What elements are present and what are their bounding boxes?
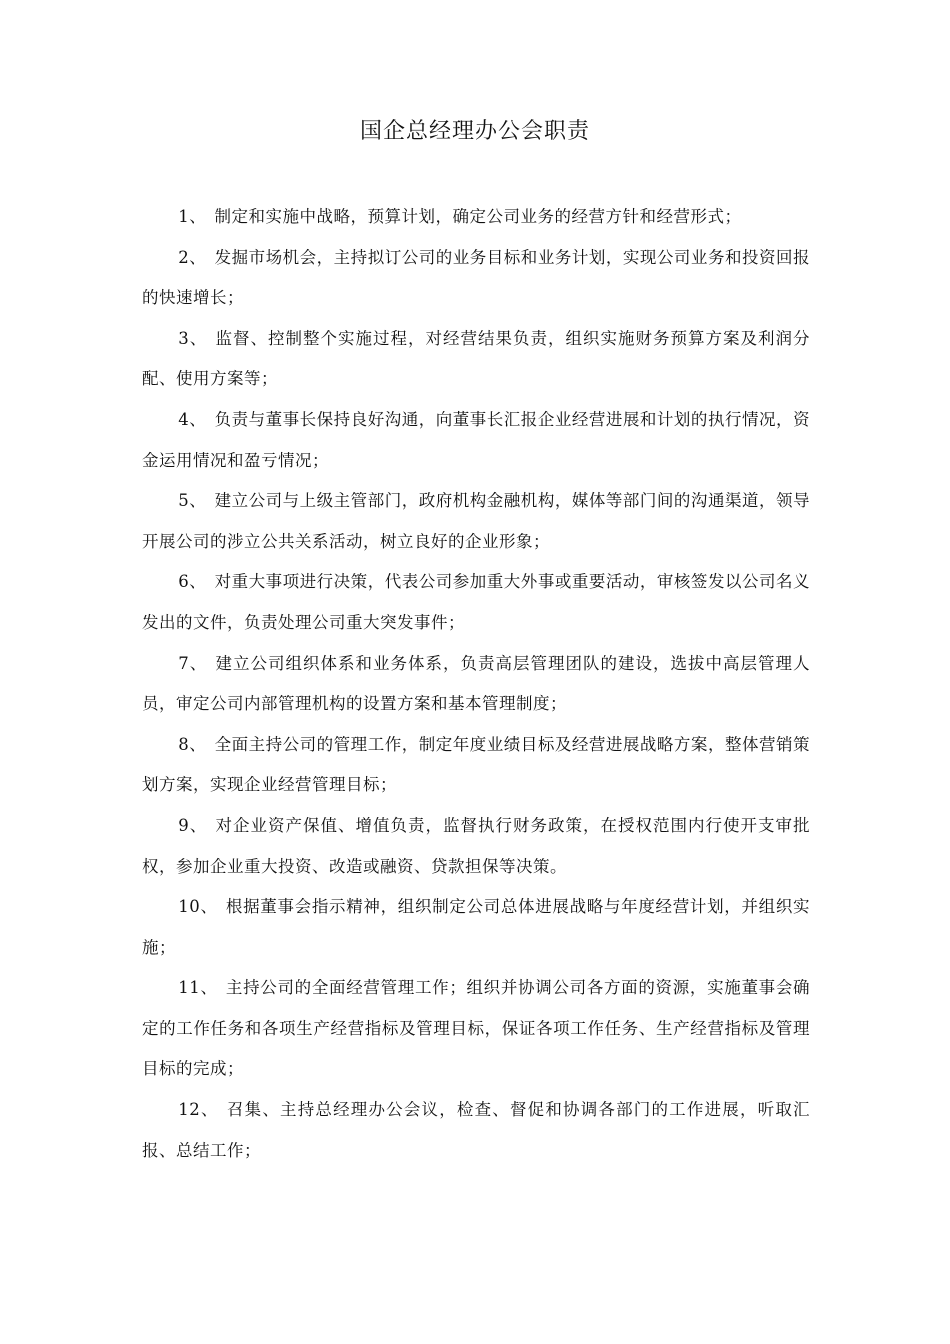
list-item [142,968,810,1090]
item-number: 11、 [178,978,218,998]
item-text: 发掘市场机会，主持拟订公司的业务目标和业务计划，实现公司业务和投资回报的快速增长； [142,247,811,308]
item-number: 6、 [178,572,207,592]
item-number: 9、 [178,815,208,835]
responsibility-list [142,197,810,1171]
item-number: 5、 [178,491,207,511]
item-number: 1、 [178,207,207,226]
item-text: 召集、主持总经理办公会议，检查、督促和协调各部门的工作进展，听取汇报、总结工作； [142,1100,811,1160]
item-number: 2、 [178,247,207,267]
list-item [142,644,810,725]
list-item [142,197,810,238]
item-text: 对企业资产保值、增值负责，监督执行财务政策，在授权范围内行使开支审批权，参加企业重大投资、改造或融资、贷款担保等决策。 [142,815,811,876]
list-item [142,887,810,968]
item-text: 全面主持公司的管理工作，制定年度业绩目标及经营进展战略方案，整体营销策划方案，实现企业经营管理目标； [142,734,811,795]
item-text: 建立公司与上级主管部门，政府机构金融机构，媒体等部门间的沟通渠道，领导开展公司的涉立公共关系活动，树立良好的企业形象； [142,491,811,551]
list-item [142,481,810,562]
list-item [142,400,810,481]
item-text: 制定和实施中战略，预算计划，确定公司业务的经营方针和经营形式； [214,207,742,226]
list-item [142,725,810,806]
item-number: 7、 [178,653,208,673]
item-text: 负责与董事长保持良好沟通，向董事长汇报企业经营进展和计划的执行情况，资金运用情况和盈亏情况； [142,409,811,470]
item-number: 3、 [178,328,208,348]
list-item [142,806,810,887]
list-item [142,1090,810,1171]
item-number: 8、 [178,734,207,754]
item-text: 建立公司组织体系和业务体系，负责高层管理团队的建设，选拔中高层管理人员，审定公司内部管理机构的设置方案和基本管理制度； [142,653,811,714]
item-text: 监督、控制整个实施过程，对经营结果负责，组织实施财务预算方案及利润分配、使用方案等； [142,328,811,389]
list-item [142,238,810,319]
document-title: 国企总经理办公会职责 [359,119,590,144]
item-number: 4、 [178,409,207,429]
item-text: 主持公司的全面经营管理工作；组织并协调公司各方面的资源，实施董事会确定的工作任务和各项生产经营指标及管理目标，保证各项工作任务、生产经营指标及管理目标的完成； [142,978,811,1079]
item-text: 根据董事会指示精神，组织制定公司总体进展战略与年度经营计划，并组织实施； [142,897,811,957]
item-number: 12、 [178,1100,219,1120]
list-item [142,562,810,643]
list-item [142,319,810,400]
item-number: 10、 [178,897,218,917]
item-text: 对重大事项进行决策，代表公司参加重大外事或重要活动，审核签发以公司名义发出的文件，负责处理公司重大突发事件； [142,572,811,632]
